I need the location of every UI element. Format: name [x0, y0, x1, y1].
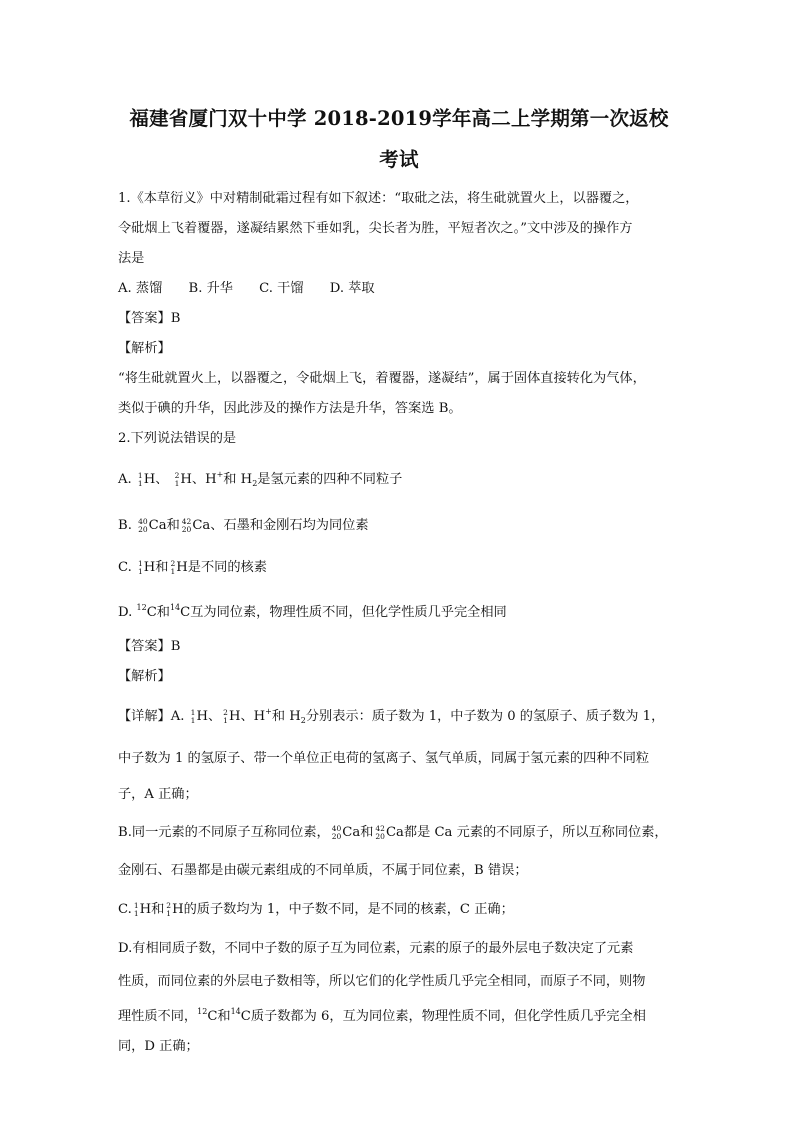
q2-detail-d-line4: 同，D 正确； [118, 1039, 199, 1054]
isotope-ca42: 42 20 [181, 517, 192, 534]
q1-option-b: B. 升华 [188, 281, 233, 296]
q1-option-c: C. 干馏 [259, 281, 304, 296]
q1-answer: 【答案】B [118, 311, 181, 326]
isotope-h1: 1 1 [137, 471, 143, 488]
isotope-ca40: 40 20 [331, 824, 342, 841]
q1-options [118, 274, 680, 304]
q2-detail-a-line3: 子，A 正确； [118, 787, 198, 802]
isotope-h2: 2 1 [170, 559, 176, 576]
q2-option-d: D. $^{12}$C和$^{14}$C互为同位素，物理性质不同，但化学性质几乎完全相同 [118, 603, 507, 620]
q2-detail-a-line2: 中子数为 1 的氢原子、带一个单位正电荷的氢离子、氢气单质，同属于氢元素的四种不同粒 [118, 751, 650, 766]
q2-detail-a-line1: 【详解】A. 1 1 H、 2 1 H、H+和 $H_2$分别表示：质子数为 1，中子数为 0 的氢原子、质子数为 1， [118, 707, 665, 725]
q1-stem-line1: 1.《本草衍义》中对精制砒霜过程有如下叙述：“取砒之法，将生砒就置火上，以器覆之， [118, 191, 639, 206]
isotope-ca40: 40 20 [138, 517, 148, 534]
q1-stem-line3: 法是 [118, 251, 145, 266]
q2-detail-b-line1: B.同一元素的不同原子互称同位素， 40 20 Ca和 42 20 Ca都是 Ca 元素的不同原子，所以互称同位素， [118, 824, 668, 841]
q2-answer: 【答案】B [118, 639, 181, 654]
q2-option-b: B. 40 20 Ca和 42 20 Ca、石墨和金刚石均为同位素 [118, 517, 369, 534]
q1-option-d: D. 萃取 [329, 281, 375, 296]
q2-stem: 2.下列说法错误的是 [118, 431, 237, 446]
q2-detail-d-line3: 理性质不同，$^{12}$C和$^{14}$C质子数都为 6，互为同位素，物理性质不同，但化学性质几乎完全相 [118, 1007, 646, 1024]
isotope-h2: 2 1 [223, 708, 228, 725]
isotope-h2: 2 1 [174, 471, 180, 488]
q1-option-a: A. 蒸馏 [118, 281, 163, 296]
q2-detail-d-line2: 性质，而同位素的外层电子数相等，所以它们的化学性质几乎完全相同，而原子不同，则物 [118, 974, 646, 989]
q2-analysis-label: 【解析】 [118, 669, 171, 684]
q2-detail-b-line2: 金刚石、石墨都是由碳元素组成的不同单质，不属于同位素，B 错误； [118, 863, 528, 878]
isotope-h1: 1 1 [190, 708, 196, 725]
document-title-line2: 考试 [379, 148, 419, 171]
isotope-h1: 1 1 [138, 559, 143, 576]
q1-analysis-line2: 类似于碘的升华，因此涉及的操作方法是升华，答案选 B。 [118, 401, 462, 416]
q2-option-a: A. 1 1 H、 2 1 H、H+和 $H_2$是氢元素的四种不同粒子 [118, 470, 403, 488]
q2-option-c: C. 1 1 H和 2 1 H是不同的核素 [118, 559, 267, 576]
q2-detail-c: C. 1 1 H和 2 1 H的质子数均为 1，中子数不同，是不同的核素，C 正确； [118, 901, 514, 918]
q1-analysis-line1: “将生砒就置火上，以器覆之，令砒烟上飞，着覆器，遂凝结”，属于固体直接转化为气体， [118, 371, 646, 386]
isotope-h2: 2 1 [166, 901, 172, 918]
document-title-line1: 福建省厦门双十中学 2018-2019学年高二上学期第一次返校 [129, 107, 669, 130]
q1-stem-line2: 令砒烟上飞着覆器，遂凝结累然下垂如乳，尖长者为胜，平短者次之。”文中涉及的操作方 [118, 221, 633, 236]
q1-analysis-label: 【解析】 [118, 341, 171, 356]
isotope-h1: 1 1 [133, 901, 139, 918]
document-page [118, 0, 680, 1062]
isotope-ca42: 42 20 [375, 824, 385, 841]
q2-detail-d-line1: D.有相同质子数，不同中子数的原子互为同位素，元素的原子的最外层电子数决定了元素 [118, 941, 634, 956]
